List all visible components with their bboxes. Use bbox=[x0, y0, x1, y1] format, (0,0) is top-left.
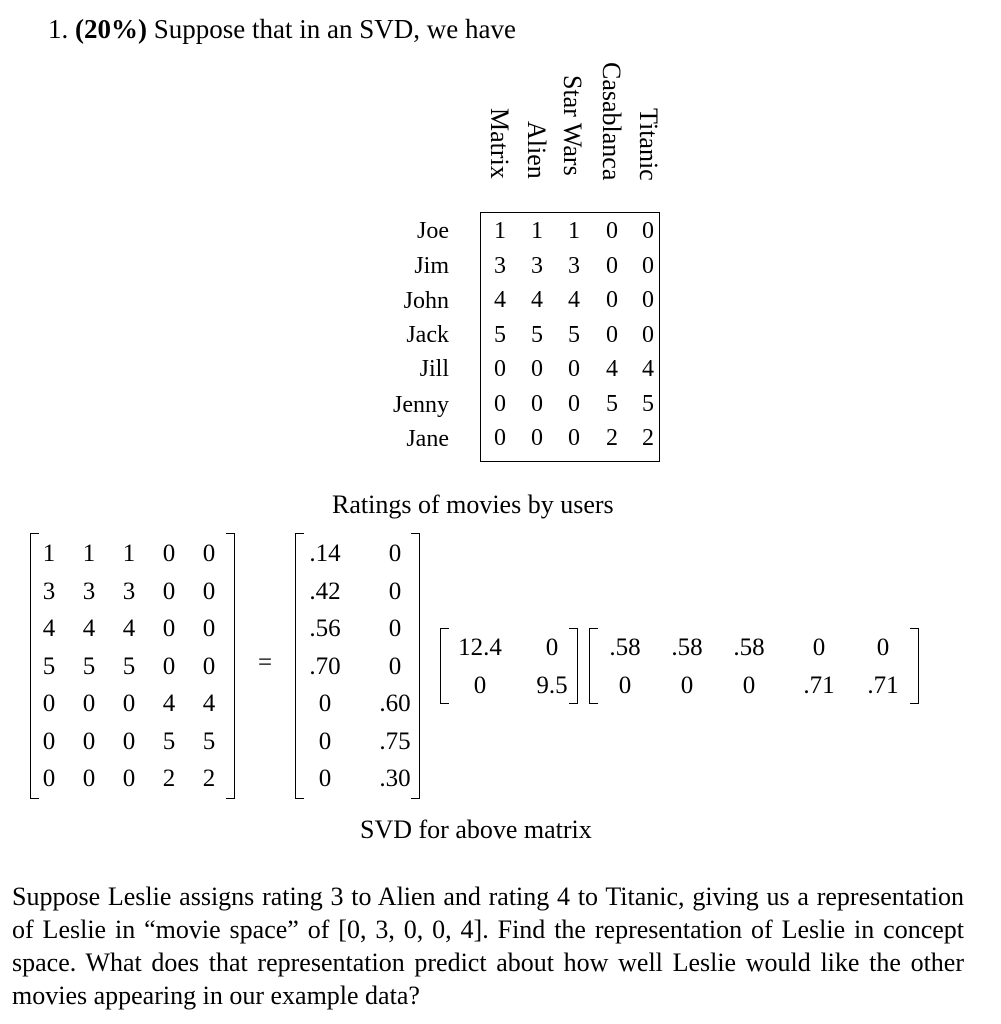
matrix-u-cell: 0 bbox=[318, 690, 332, 717]
rating-cell: 0 bbox=[642, 321, 654, 348]
matrix-vt-right-bracket bbox=[910, 628, 919, 704]
matrix-u-cell: .42 bbox=[309, 577, 341, 605]
matrix-m-cell: 1 bbox=[82, 540, 96, 567]
rating-cell: 0 bbox=[568, 390, 580, 417]
matrix-vt-cell: 0 bbox=[812, 634, 826, 661]
matrix-m-cell: 0 bbox=[202, 540, 216, 567]
rating-cell: 5 bbox=[568, 321, 580, 348]
matrix-vt-cell: .58 bbox=[671, 634, 703, 661]
rating-cell: 0 bbox=[606, 287, 618, 313]
problem-heading bbox=[48, 14, 516, 45]
movie-label-casablanca: Casablanca bbox=[597, 62, 626, 181]
rating-cell: 5 bbox=[606, 390, 618, 417]
user-name-jim: Jim bbox=[414, 253, 449, 279]
matrix-m-right-bracket bbox=[226, 533, 235, 799]
rating-cell: 2 bbox=[642, 425, 654, 451]
matrix-u-cell: 0 bbox=[388, 652, 402, 680]
matrix-vt-cell: 0 bbox=[680, 672, 694, 699]
rating-cell: 4 bbox=[494, 287, 506, 313]
ratings-caption: Ratings of movies by users bbox=[332, 490, 614, 519]
matrix-m-cell: 0 bbox=[122, 727, 136, 755]
matrix-sigma-cell: 0 bbox=[473, 672, 487, 699]
matrix-m-cell: 4 bbox=[202, 690, 216, 717]
matrix-m-cell: 0 bbox=[42, 727, 56, 755]
matrix-m-cell: 4 bbox=[162, 690, 176, 717]
matrix-sigma-cell: 9.5 bbox=[536, 672, 568, 699]
matrix-u-cell: .60 bbox=[379, 690, 411, 717]
matrix-vt-cell: .58 bbox=[609, 634, 641, 661]
matrix-m-cell: 3 bbox=[82, 577, 96, 605]
matrix-m-cell: 0 bbox=[202, 577, 216, 605]
matrix-u-cell: .75 bbox=[379, 727, 411, 755]
rating-cell: 0 bbox=[606, 252, 618, 279]
matrix-m-cell: 3 bbox=[122, 577, 136, 605]
matrix-m-cell: 0 bbox=[202, 615, 216, 642]
matrix-sigma-cell: 0 bbox=[545, 634, 559, 661]
user-name-joe: Joe bbox=[417, 218, 449, 244]
user-name-jane: Jane bbox=[406, 426, 449, 452]
problem-number: 1. bbox=[48, 14, 69, 44]
matrix-u-cell: 0 bbox=[388, 615, 402, 642]
question-text: Suppose Leslie assigns rating 3 to Alien and rating 4 to Titanic, giving us a representation of Leslie in “movie space” of [0, 3, 0, 0, 4]. Find the representation of Leslie in concept space. What does that representation predict about how well Leslie would like the other movies appearing in our example data? bbox=[12, 882, 964, 1010]
rating-cell: 1 bbox=[531, 218, 543, 244]
matrix-vt-cell: 0 bbox=[618, 672, 632, 699]
matrix-m-cell: 0 bbox=[162, 540, 176, 567]
rating-cell: 4 bbox=[642, 356, 654, 382]
rating-cell: 3 bbox=[494, 252, 506, 279]
movie-label-matrix: Matrix bbox=[485, 108, 514, 179]
rating-cell: 0 bbox=[642, 287, 654, 313]
matrix-m-cell: 0 bbox=[42, 765, 56, 792]
matrix-vt-cell: .71 bbox=[803, 672, 835, 699]
matrix-m-cell: 5 bbox=[162, 727, 176, 755]
rating-cell: 0 bbox=[606, 218, 618, 244]
user-name-jack: Jack bbox=[406, 322, 449, 348]
rating-cell: 0 bbox=[531, 425, 543, 451]
svd-caption: SVD for above matrix bbox=[360, 815, 592, 844]
matrix-m-cell: 2 bbox=[162, 765, 176, 792]
matrix-m-cell: 4 bbox=[42, 615, 56, 642]
rating-cell: 1 bbox=[494, 218, 506, 244]
matrix-m-cell: 5 bbox=[82, 652, 96, 680]
matrix-m-cell: 0 bbox=[162, 577, 176, 605]
matrix-u-cell: .30 bbox=[379, 765, 411, 792]
rating-cell: 0 bbox=[494, 356, 506, 382]
matrix-m-cell: 4 bbox=[122, 615, 136, 642]
movie-label-alien: Alien bbox=[522, 121, 551, 179]
matrix-u-cell: .14 bbox=[309, 540, 341, 567]
rating-cell: 0 bbox=[568, 425, 580, 451]
rating-cell: 0 bbox=[531, 390, 543, 417]
user-name-john: John bbox=[403, 288, 449, 314]
rating-cell: 5 bbox=[642, 390, 654, 417]
matrix-vt-cell: .71 bbox=[867, 672, 899, 699]
matrix-sigma-left-bracket bbox=[440, 628, 449, 704]
matrix-m-cell: 0 bbox=[122, 765, 136, 792]
matrix-m-cell: 0 bbox=[82, 690, 96, 717]
rating-cell: 0 bbox=[568, 356, 580, 382]
matrix-vt-cell: .58 bbox=[733, 634, 765, 661]
matrix-m-cell: 5 bbox=[42, 652, 56, 680]
matrix-m-cell: 0 bbox=[42, 690, 56, 717]
matrix-m-cell: 0 bbox=[162, 615, 176, 642]
matrix-m-cell: 1 bbox=[42, 540, 56, 567]
matrix-u-cell: 0 bbox=[318, 765, 332, 792]
matrix-m-cell: 1 bbox=[122, 540, 136, 567]
movie-label-star-wars: Star Wars bbox=[558, 75, 587, 176]
problem-intro: Suppose that in an SVD, we have bbox=[153, 14, 516, 44]
user-name-jenny: Jenny bbox=[393, 392, 449, 418]
rating-cell: 3 bbox=[531, 252, 543, 279]
matrix-u-cell: .56 bbox=[309, 615, 341, 642]
rating-cell: 5 bbox=[531, 321, 543, 348]
rating-cell: 0 bbox=[606, 321, 618, 348]
rating-cell: 0 bbox=[642, 252, 654, 279]
matrix-m-cell: 4 bbox=[82, 615, 96, 642]
rating-cell: 0 bbox=[494, 425, 506, 451]
matrix-m-cell: 0 bbox=[162, 652, 176, 680]
rating-cell: 0 bbox=[642, 218, 654, 244]
rating-cell: 4 bbox=[568, 287, 580, 313]
rating-cell: 4 bbox=[531, 287, 543, 313]
problem-weight: (20%) bbox=[75, 14, 147, 44]
user-name-jill: Jill bbox=[419, 356, 449, 382]
rating-cell: 2 bbox=[606, 425, 618, 451]
matrix-u-cell: 0 bbox=[318, 727, 332, 755]
matrix-m-cell: 3 bbox=[42, 577, 56, 605]
matrix-sigma-cell: 12.4 bbox=[458, 634, 502, 661]
rating-cell: 5 bbox=[494, 321, 506, 348]
matrix-u-cell: .70 bbox=[309, 652, 341, 680]
matrix-m-cell: 0 bbox=[122, 690, 136, 717]
matrix-m-cell: 0 bbox=[82, 727, 96, 755]
equals-sign: = bbox=[257, 649, 273, 676]
rating-cell: 4 bbox=[606, 356, 618, 382]
matrix-m-cell: 0 bbox=[82, 765, 96, 792]
movie-label-titanic: Titanic bbox=[634, 108, 663, 181]
matrix-u-cell: 0 bbox=[388, 540, 402, 567]
matrix-u-cell: 0 bbox=[388, 577, 402, 605]
rating-cell: 3 bbox=[568, 252, 580, 279]
matrix-m-cell: 0 bbox=[202, 652, 216, 680]
matrix-vt-cell: 0 bbox=[876, 634, 890, 661]
matrix-vt-cell: 0 bbox=[742, 672, 756, 699]
rating-cell: 1 bbox=[568, 218, 580, 244]
matrix-vt-left-bracket bbox=[589, 628, 598, 704]
matrix-m-cell: 5 bbox=[122, 652, 136, 680]
matrix-m-cell: 5 bbox=[202, 727, 216, 755]
matrix-m-cell: 2 bbox=[202, 765, 216, 792]
rating-cell: 0 bbox=[494, 390, 506, 417]
rating-cell: 0 bbox=[531, 356, 543, 382]
